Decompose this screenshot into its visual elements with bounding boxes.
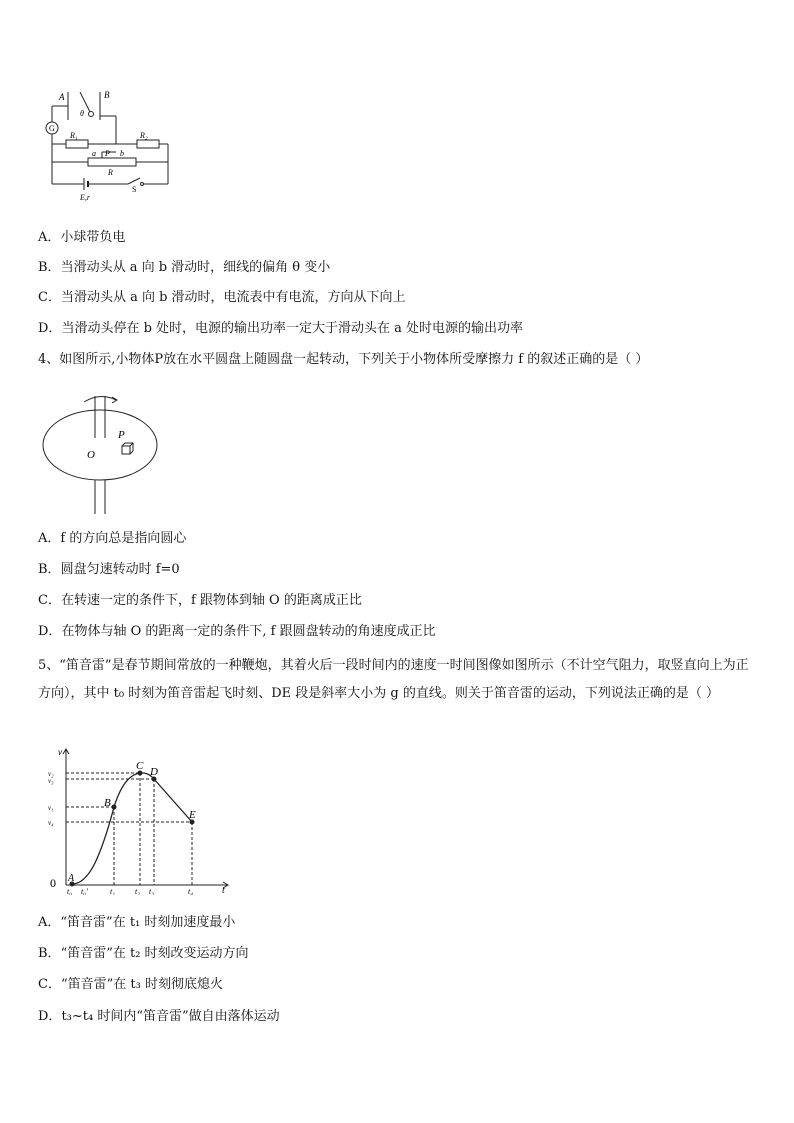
q4-stem: 4、如图所示,小物体P放在水平圆盘上随圆盘一起转动，下列关于小物体所受摩擦力 f 的叙述正确的是（ ）: [38, 352, 649, 367]
axis-label-t: t: [222, 885, 225, 895]
point-d: D: [150, 766, 158, 778]
option-label: C．: [38, 290, 61, 305]
tick-t0-prime: t₀': [81, 887, 88, 895]
option-label: D．: [38, 321, 62, 336]
option-label: C．: [38, 977, 61, 992]
label-b-plate: B: [104, 90, 110, 100]
rotating-disc-figure: [40, 390, 165, 515]
axis-label-v: v: [58, 747, 62, 757]
galvanometer-label: G: [49, 124, 55, 133]
q5-option-c: [38, 976, 223, 994]
label-r: R: [108, 168, 113, 177]
option-text: 在转速一定的条件下，f 跟物体到轴 O 的距离成正比: [60, 593, 362, 608]
tick-v2: v₂: [48, 770, 54, 778]
q4-option-b: [38, 561, 180, 579]
tick-v1: v₁: [48, 804, 54, 812]
option-label: B．: [38, 562, 61, 577]
q3-option-c: [38, 289, 406, 307]
option-text: t₃~t₄ 时间内“笛音雷”做自由落体运动: [61, 1009, 280, 1024]
tick-v3: v₃: [48, 777, 54, 785]
tick-v4: v₄: [48, 819, 54, 827]
label-a-plate: A: [59, 92, 65, 102]
circuit-diagram: [40, 86, 180, 202]
option-text: 当滑动头从 a 向 b 滑动时，细线的偏角 θ 变小: [60, 260, 331, 275]
q3-option-b: [38, 259, 330, 277]
option-text: 当滑动头停在 b 处时，电源的输出功率一定大于滑动头在 a 处时电源的输出功率: [61, 321, 524, 336]
velocity-time-graph: [44, 745, 234, 895]
option-text: “笛音雷”在 t₃ 时刻彻底熄火: [60, 977, 223, 992]
q5-stem: 5、“笛音雷”是春节期间常放的一种鞭炮，其着火后一段时间内的速度一时间图像如图所示（不计空气阻力，取竖直向上为正方向），其中 t₀ 时刻为笛音雷起飞时刻、DE 段是斜率大小为 g 的直线。则关于笛音雷的运动，下列说法正确的是（ ）: [38, 658, 749, 701]
q5-option-b: [38, 945, 249, 963]
option-label: B．: [38, 946, 61, 961]
option-label: A．: [38, 915, 61, 930]
point-e: E: [189, 809, 196, 821]
point-b: B: [104, 797, 111, 809]
option-text: 当滑动头从 a 向 b 滑动时，电流表中有电流，方向从下向上: [60, 290, 406, 305]
option-label: A．: [38, 230, 61, 245]
tick-t3: t₃: [149, 887, 155, 895]
option-label: A．: [38, 531, 61, 546]
point-c: C: [136, 760, 144, 772]
label-b: b: [120, 149, 124, 158]
q3-option-a: [38, 229, 125, 247]
label-p: P: [105, 149, 110, 158]
option-text: 圆盘匀速转动时 f=0: [60, 562, 180, 577]
option-text: “笛音雷”在 t₂ 时刻改变运动方向: [60, 946, 249, 961]
label-s: S: [132, 185, 137, 194]
label-theta: θ: [80, 109, 84, 118]
option-label: B．: [38, 260, 61, 275]
tick-t4: t₄: [188, 887, 194, 895]
option-label: D．: [38, 1009, 62, 1024]
option-text: 小球带负电: [60, 230, 126, 245]
origin-label: 0: [50, 876, 56, 890]
q3-option-d: [38, 320, 523, 338]
label-a: a: [92, 149, 96, 158]
tick-t2: t₂: [135, 887, 141, 895]
q5-option-a: [38, 914, 235, 932]
label-r2: R₂: [140, 131, 148, 140]
label-p: P: [118, 429, 125, 441]
q4-option-c: [38, 592, 362, 610]
q4-option-a: [38, 530, 186, 548]
label-er: E,r: [80, 193, 90, 202]
tick-t1: t₁: [110, 887, 116, 895]
option-label: D．: [38, 624, 62, 639]
q4-option-d: [38, 623, 436, 641]
option-text: f 的方向总是指向圆心: [60, 531, 187, 546]
label-o: O: [87, 449, 95, 461]
option-text: 在物体与轴 O 的距离一定的条件下, f 跟圆盘转动的角速度成正比: [61, 624, 436, 639]
option-label: C．: [38, 593, 61, 608]
point-a: A: [68, 873, 75, 884]
q5-option-d: [38, 1008, 280, 1026]
option-text: “笛音雷”在 t₁ 时刻加速度最小: [60, 915, 236, 930]
label-r1: R₁: [70, 131, 78, 140]
tick-t0: t₀: [67, 887, 73, 895]
